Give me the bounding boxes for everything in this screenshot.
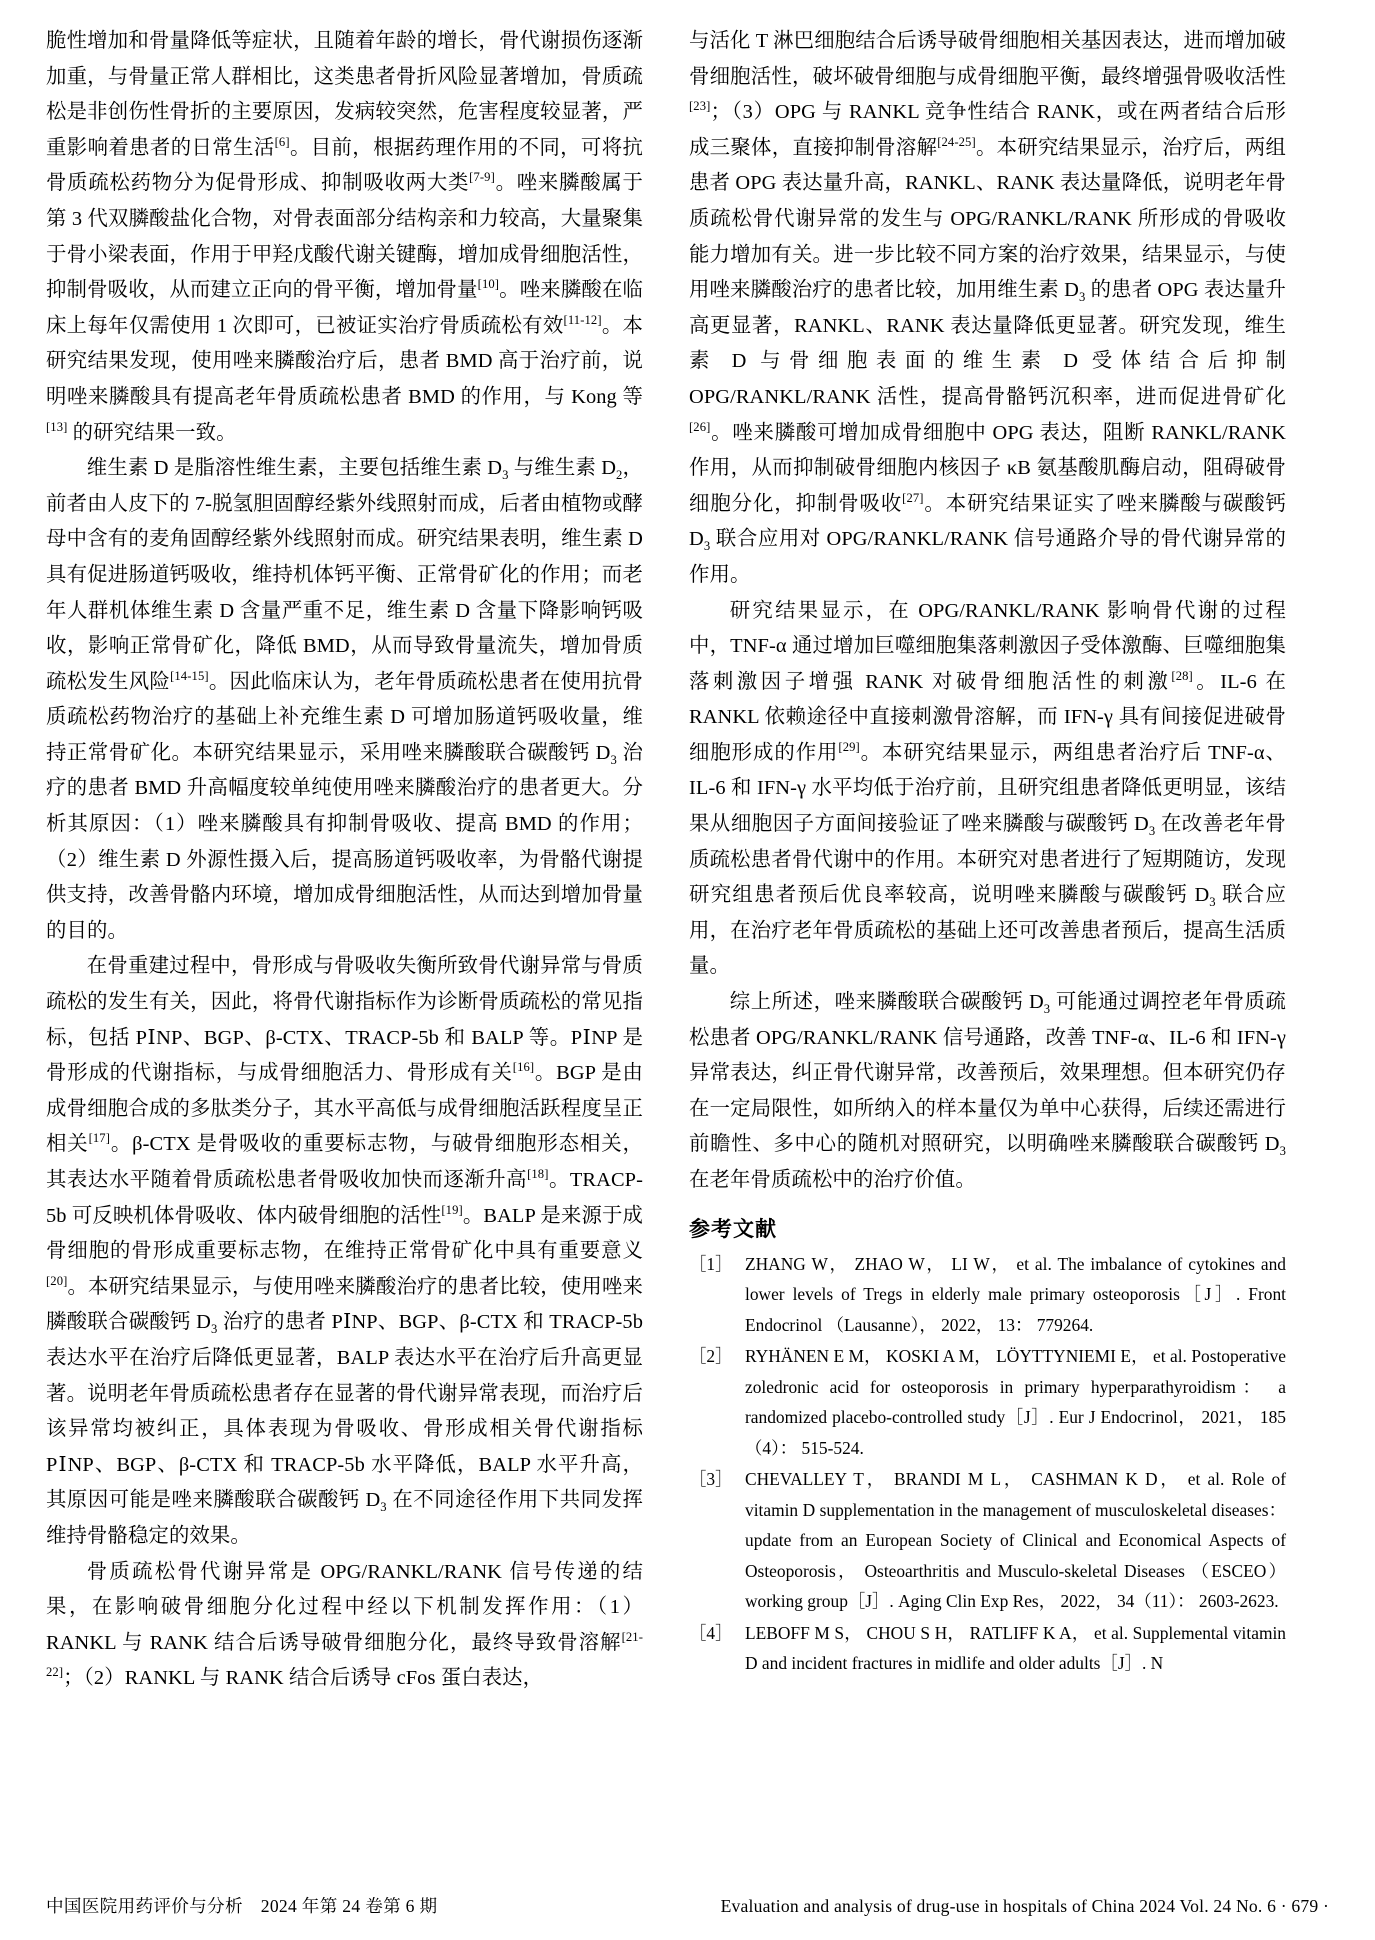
paragraph-continuation: 脆性增加和骨量降低等症状，且随着年龄的增长，骨代谢损伤逐渐加重，与骨量正常人群相比，这类患者骨折风险显著增加，骨质疏松是非创伤性骨折的主要原因，发病较突然，危害程度较显著，严重影响着患者的日常生活[6]。目前，根据药理作用的不同，可将抗骨质疏松药物分为促骨形成、抑制吸收两大类[7-9]。唑来膦酸属于第 3 代双膦酸盐化合物，对骨表面部分结构亲和力较高，大量聚集于骨小梁表面，作用于甲羟戊酸代谢关键酶，增加成骨细胞活性，抑制骨吸收，从而建立正向的骨平衡，增加骨量[10]。唑来膦酸在临床上每年仅需使用 1 次即可，已被证实治疗骨质疏松有效[11-12]。本研究结果发现，使用唑来膦酸治疗后，患者 BMD 高于治疗前，说明唑来膦酸具有提高老年骨质疏松患者 BMD 的作用，与 Kong 等[13] 的研究结果一致。 [46,30,644,444]
footer-journal-cn: 中国医院用药评价与分析 2024 年第 24 卷第 6 期 [46,1896,438,1916]
paragraph-opg-rankl: 骨质疏松骨代谢异常是 OPG/RANKL/RANK 信号传递的结果，在影响破骨细胞分化过程中经以下机制发挥作用：（1）RANKL 与 RANK 结合后诱导破骨细胞分化，最终导致骨溶解[21-22]；（2）RANKL 与 RANK 结合后诱导 cFos 蛋白表达， [46,1560,643,1690]
reference-number: ［3］ [689,1469,733,1490]
left-column [46,24,643,1834]
paragraph-rank-mechanism: 与活化 T 淋巴细胞结合后诱导破骨细胞相关基因表达，进而增加破骨细胞活性，破坏破骨细胞与成骨细胞平衡，最终增强骨吸收活性[23]；（3）OPG 与 RANKL 竞争性结合 RANK，或在两者结合后形成三聚体，直接抑制骨溶解[24-25]。本研究结果显示，治疗后，两组患者 OPG 表达量升高，RANKL、RANK 表达量降低，说明老年骨质疏松骨代谢异常的发生与 OPG/RANKL/RANK 所形成的骨吸收能力增加有关。进一步比较不同方案的治疗效果，结果显示，与使用唑来膦酸治疗的患者比较，加用维生素 $D_3$ 的患者 OPG 表达量升高更显著，RANKL、RANK 表达量降低更显著。研究发现，维生素 D 与骨细胞表面的维生素 D 受体结合后抑制 OPG/RANKL/RANK 活性，提高骨骼钙沉积率，进而促进骨矿化[26]。唑来膦酸可增加成骨细胞中 OPG 表达，阻断 RANKL/RANK 作用，从而抑制破骨细胞内核因子 κB 氨基酸肌酶启动，阻碍破骨细胞分化，抑制骨吸收[27]。本研究结果证实了唑来膦酸与碳酸钙 $D_3$ 联合应用对 OPG/RANKL/RANK 信号通路介导的骨代谢异常的作用。 [689,30,1286,586]
reference-item [689,1249,1286,1341]
paragraph-bone-remodeling: 在骨重建过程中，骨形成与骨吸收失衡所致骨代谢异常与骨质疏松的发生有关，因此，将骨代谢指标作为诊断骨质疏松的常见指标，包括 PⅠNP、BGP、β-CTX、TRACP-5b 和 BALP 等。PⅠNP 是骨形成的代谢指标，与成骨细胞活力、骨形成有关[16]。BGP 是由成骨细胞合成的多肽类分子，其水平高低与成骨细胞活跃程度呈正相关[17]。β-CTX 是骨吸收的重要标志物，与破骨细胞形态相关，其表达水平随着骨质疏松患者骨吸收加快而逐渐升高[18]。TRACP-5b 可反映机体骨吸收、体内破骨细胞的活性[19]。BALP 是来源于成骨细胞的骨形成重要标志物，在维持正常骨矿化中具有重要意义[20]。本研究结果显示，与使用唑来膦酸治疗的患者比较，使用唑来膦酸联合碳酸钙 $D_3$ 治疗的患者 PⅠNP、BGP、β-CTX 和 TRACP-5b 表达水平在治疗后降低更显著，BALP 表达水平在治疗后升高更显著。说明老年骨质疏松患者存在显著的骨代谢异常表现，而治疗后该异常均被纠正，具体表现为骨吸收、骨形成相关骨代谢指标 PⅠNP、BGP、β-CTX 和 TRACP-5b 水平降低，BALP 水平升高，其原因可能是唑来膦酸联合碳酸钙 $D_3$ 在不同途径作用下共同发挥维持骨骼稳定的效果。 [46,955,643,1547]
reference-text: ZHANG W， ZHAO W， LI W， et al. The imbalance of cytokines and lower levels of Tregs in elderly male primary osteoporosis［J］. Front Endocrinol （Lausanne）， 2022， 13： 779264. [745,1253,1286,1335]
paragraph-conclusion: 综上所述，唑来膦酸联合碳酸钙 $D_3$ 可能通过调控老年骨质疏松患者 OPG/RANKL/RANK 信号通路，改善 TNF-α、IL-6 和 IFN-γ 异常表达，纠正骨代谢异常，改善预后，效果理想。但本研究仍存在一定局限性，如所纳入的样本量仅为单中心获得，后续还需进行前瞻性、多中心的随机对照研究，以明确唑来膦酸联合碳酸钙 $D_3$ 在老年骨质疏松中的治疗价值。 [689,991,1287,1191]
reference-number: ［2］ [689,1346,733,1367]
reference-item [689,1618,1286,1679]
right-column [689,24,1286,1834]
page-footer [46,1893,1329,1918]
reference-item [689,1341,1286,1463]
paragraph-cytokines: 研究结果显示，在 OPG/RANKL/RANK 影响骨代谢的过程中，TNF-α 通过增加巨噬细胞集落刺激因子受体激酶、巨噬细胞集落刺激因子增强 RANK 对破骨细胞活性的刺激[28]。IL-6 在 RANKL 依赖途径中直接刺激骨溶解，而 IFN-γ 具有间接促进破骨细胞形成的作用[29]。本研究结果显示，两组患者治疗后 TNF-α、IL-6 和 IFN-γ 水平均低于治疗前，且研究组患者降低更明显，该结果从细胞因子方面间接验证了唑来膦酸与碳酸钙 $D_3$ 在改善老年骨质疏松患者骨代谢中的作用。本研究对患者进行了短期随访，发现研究组患者预后优良率较高，说明唑来膦酸与碳酸钙 $D_3$ 联合应用，在治疗老年骨质疏松的基础上还可改善患者预后，提高生活质量。 [689,599,1287,978]
footer-journal-en: Evaluation and analysis of drug-use in hospitals of China 2024 Vol. 24 No. 6 · 679 · [720,1896,1329,1916]
reference-number: ［1］ [689,1253,733,1274]
two-column-body [46,24,1329,1834]
references-heading: 参考文献 [689,1217,777,1241]
reference-text: RYHÄNEN E M， KOSKI A M， LÖYTTYNIEMI E， et al. Postoperative zoledronic acid for osteoporosis in primary hyperparathyroidism： a randomized placebo-controlled study［J］. Eur J Endocrinol， 2021， 185（4）： 515-524. [745,1346,1286,1458]
reference-item [689,1464,1286,1617]
reference-text: CHEVALLEY T， BRANDI M L， CASHMAN K D， et al. Role of vitamin D supplementation in the management of musculoskeletal diseases： update from an European Society of Clinical and Economical Aspects of Osteoporosis， Osteoarthritis and Musculo-skeletal Diseases （ESCEO） working group［J］. Aging Clin Exp Res， 2022， 34（11）： 2603-2623. [745,1469,1286,1612]
reference-number: ［4］ [689,1622,733,1643]
reference-text: LEBOFF M S， CHOU S H， RATLIFF K A， et al. Supplemental vitamin D and incident fractures in midlife and older adults［J］. N [745,1622,1286,1674]
paragraph-vitamin-d: 维生素 D 是脂溶性维生素，主要包括维生素 $D_3$ 与维生素 $D_2$，前者由人皮下的 7-脱氢胆固醇经紫外线照射而成，后者由植物或酵母中含有的麦角固醇经紫外线照射而成。研究结果表明，维生素 D 具有促进肠道钙吸收，维持机体钙平衡、正常骨矿化的作用；而老年人群机体维生素 D 含量严重不足，维生素 D 含量下降影响钙吸收，影响正常骨矿化，降低 BMD，从而导致骨量流失，增加骨质疏松发生风险[14-15]。因此临床认为，老年骨质疏松患者在使用抗骨质疏松药物治疗的基础上补充维生素 D 可增加肠道钙吸收量，维持正常骨矿化。本研究结果显示，采用唑来膦酸联合碳酸钙 $D_3$ 治疗的患者 BMD 升高幅度较单纯使用唑来膦酸治疗的患者更大。分析其原因：（1）唑来膦酸具有抑制骨吸收、提高 BMD 的作用；（2）维生素 D 外源性摄入后，提高肠道钙吸收率，为骨骼代谢提供支持，改善骨骼内环境，增加成骨细胞活性，从而达到增加骨量的目的。 [46,457,644,942]
